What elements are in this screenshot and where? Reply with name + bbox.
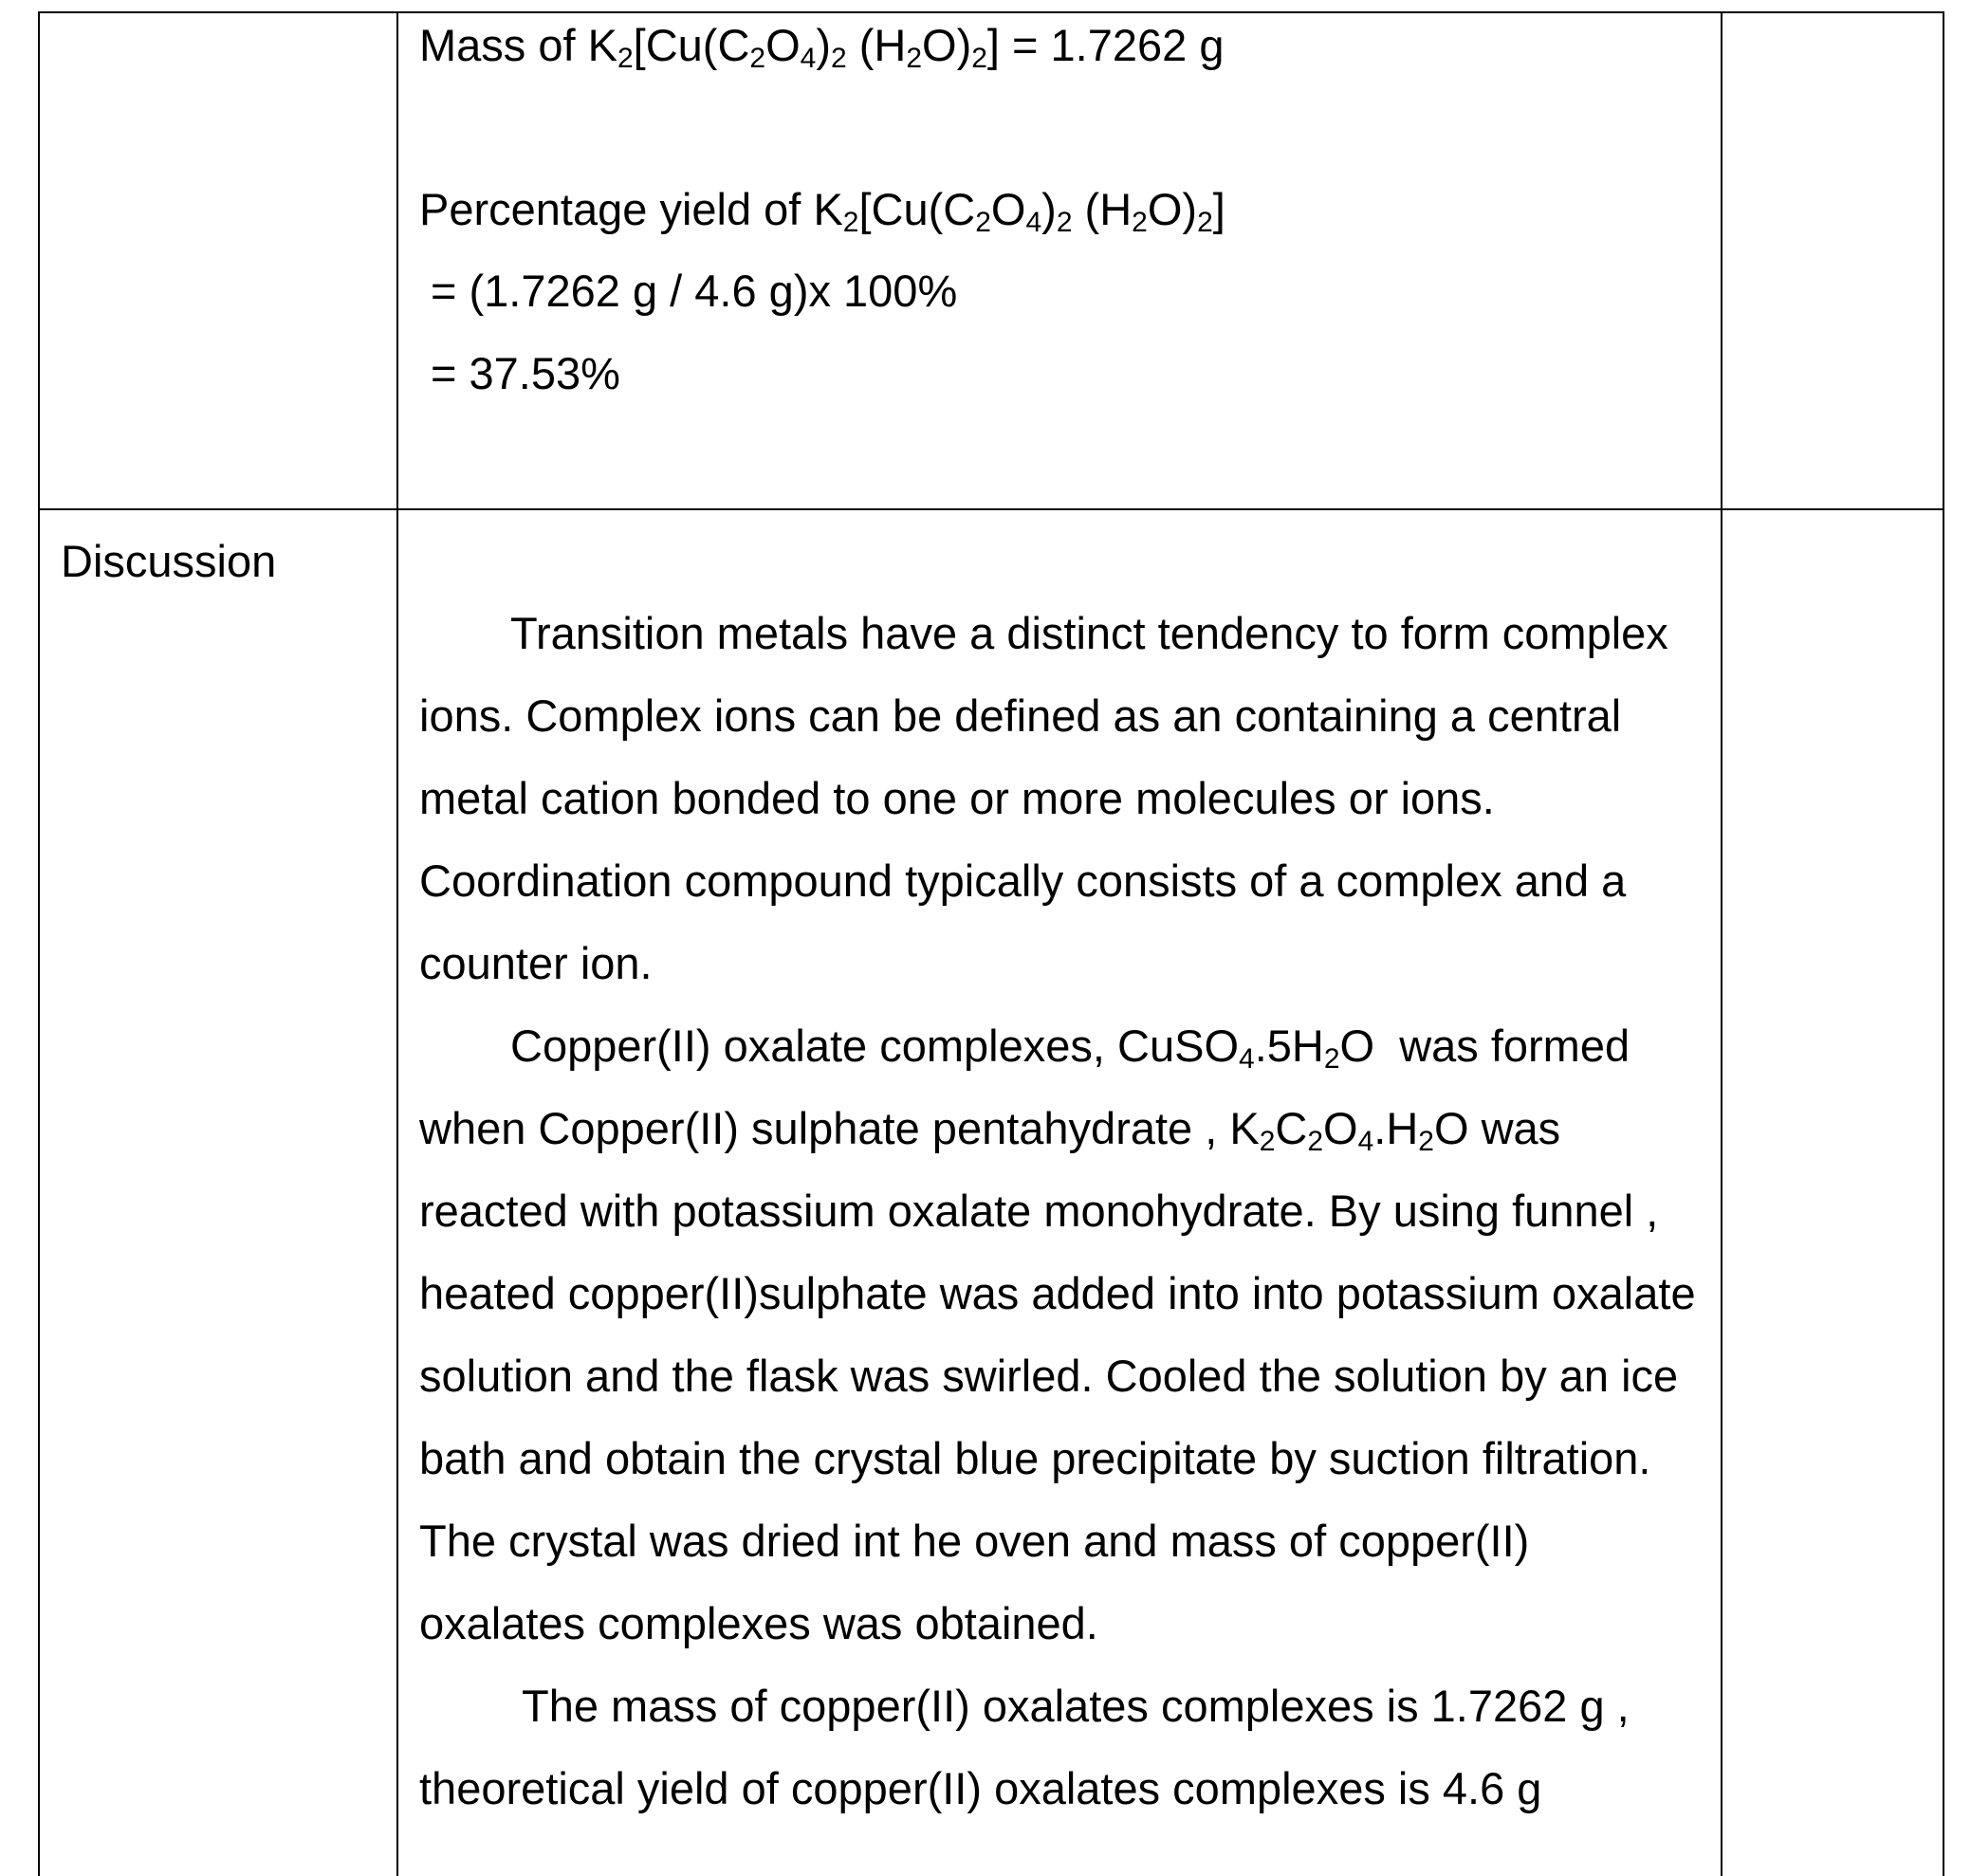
discussion-label: Discussion [39, 509, 397, 1876]
discussion-paragraph-1: Transition metals have a distinct tendency to form complex ions. Complex ions can be defined as an containing a central metal cation bonded to one or more molecules or ions. Coordination compound typically consists of a complex and a counter ion. [419, 608, 1681, 988]
mass-formula: $K_2[Cu(C_2O_4)_2$ $(H_2O)_2$] [587, 20, 1000, 74]
yield-line: Percentage yield of $K_2[Cu(C_2O_4)_2$ $(H_2O)_2$] [419, 184, 1225, 238]
discussion-paragraph-2: Copper(II) oxalate complexes, $CuSO_4.5H_2O$ was formed when Copper(II) sulphate pentahydrate , $K_2C_2O_4.H_2O$ was reacted with potassium oxalate monohydrate. By using funnel , heated copper(II)sulphate was added into into potassium oxalate solution and the flask was swirled. Cooled the solution by an ice bath and obtain the crystal blue precipitate by suction filtration. The crystal was dried int he oven and mass of copper(II) oxalates complexes was obtained. [419, 1021, 1708, 1648]
table-row [39, 12, 1943, 509]
discussion-paragraph-3: The mass of copper(II) oxalates complexes is 1.7262 g , theoretical yield of copper(II) oxalates complexes is 4.6 g [419, 1681, 1642, 1813]
report-table [38, 11, 1944, 1876]
yield-step-1: = (1.7262 g / 4.6 g)x 100% [431, 266, 958, 316]
remarks-cell [1722, 12, 1943, 509]
yield-step-2: = 37.53% [431, 348, 620, 398]
label-cell-empty [39, 12, 397, 509]
yield-formula: $K_2[Cu(C_2O_4)_2$ $(H_2O)_2$] [813, 184, 1225, 238]
discussion-cell [397, 509, 1722, 1876]
calculation-cell [397, 12, 1722, 509]
remarks-cell [1722, 509, 1943, 1876]
table-row [39, 509, 1943, 1876]
mass-line: Mass of $K_2[Cu(C_2O_4)_2$ $(H_2O)_2] = 1.7262$ g [419, 20, 1225, 74]
